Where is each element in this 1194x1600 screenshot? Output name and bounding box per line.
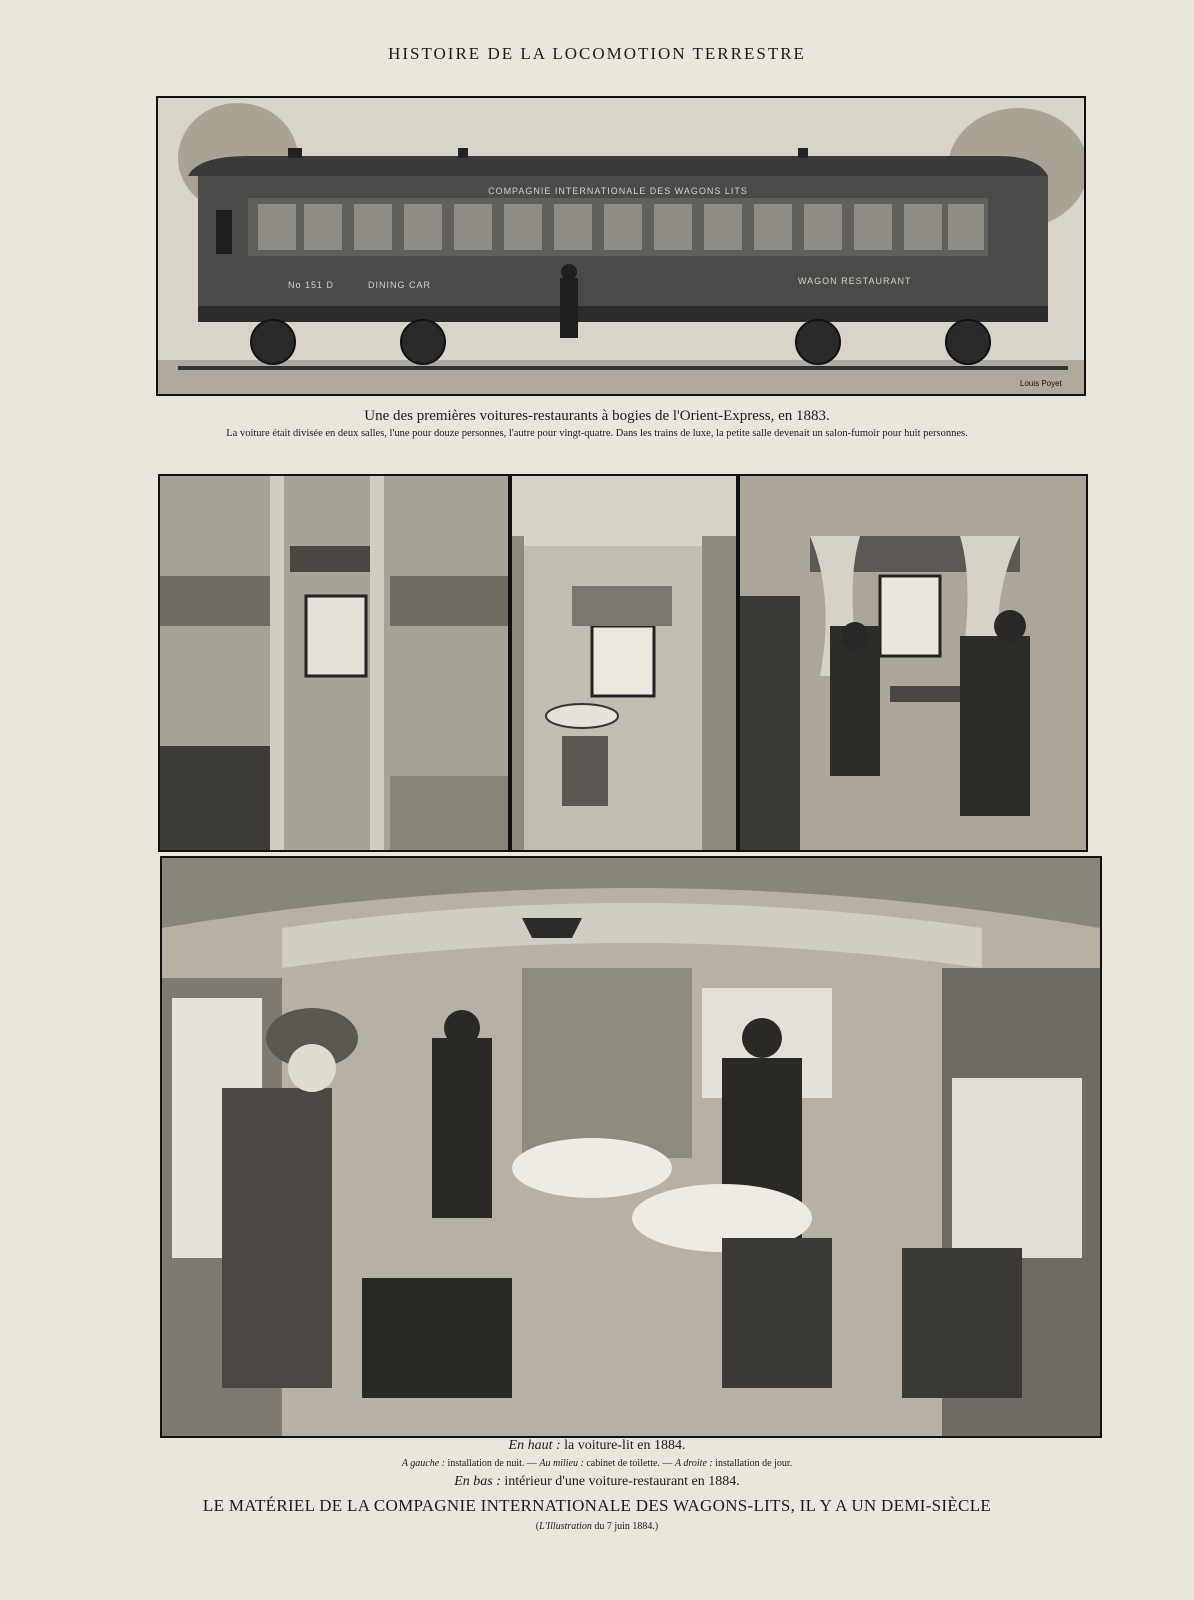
night-installation-engraving [158,474,510,852]
source-date: du 7 juin 1884.) [594,1521,659,1532]
car-name-lettering: COMPAGNIE INTERNATIONALE DES WAGONS LITS [488,186,748,196]
bottom-caption-line2 [0,1458,1194,1469]
artist-signature: Louis Poyet [1020,379,1062,388]
a-droite-text: installation de jour. [715,1458,793,1469]
restaurant-interior-engraving [160,856,1102,1438]
day-installation-engraving [738,474,1088,852]
page-header: HISTOIRE DE LA LOCOMOTION TERRESTRE [388,44,806,63]
source-publication: L'Illustration [539,1521,592,1532]
au-milieu-text: cabinet de toilette. — [586,1458,673,1469]
plate-title: LE MATÉRIEL DE LA COMPAGNIE INTERNATIONALE DES WAGONS-LITS, IL Y A UN DEMI-SIÈCLE [202,1496,992,1515]
en-haut-label: En haut : [508,1438,561,1453]
a-gauche-label: A gauche : [401,1458,445,1469]
toilet-cabinet-engraving [510,474,738,852]
bottom-caption-line1 [0,1438,1194,1454]
au-milieu-label: Au milieu : [539,1458,584,1469]
top-caption-main: Une des premières voitures-restaurants à bogies de l'Orient-Express, en 1883. [364,408,830,424]
en-bas-label: En bas : [454,1474,501,1489]
source-open: ( [535,1521,540,1532]
en-haut-text: la voiture-lit en 1884. [564,1438,686,1453]
dining-car-lettering: DINING CAR [368,280,432,290]
wagon-restaurant-lettering: WAGON RESTAURANT [798,276,912,286]
a-droite-label: A droite : [674,1458,713,1469]
en-bas-text: intérieur d'une voiture-restaurant en 1884. [504,1474,740,1489]
dining-car-engraving [156,96,1086,396]
a-gauche-text: installation de nuit. — [447,1458,537,1469]
top-caption-detail: La voiture était divisée en deux salles, l'une pour douze personnes, l'autre pour vingt-quatre. Dans les trains de luxe, la petite salle devenait un salon-fumoir pour huit personnes. [226,428,968,439]
source-credit [0,1521,1194,1532]
car-number-lettering: No 151 D [288,280,335,290]
bottom-caption-line3 [0,1474,1194,1490]
